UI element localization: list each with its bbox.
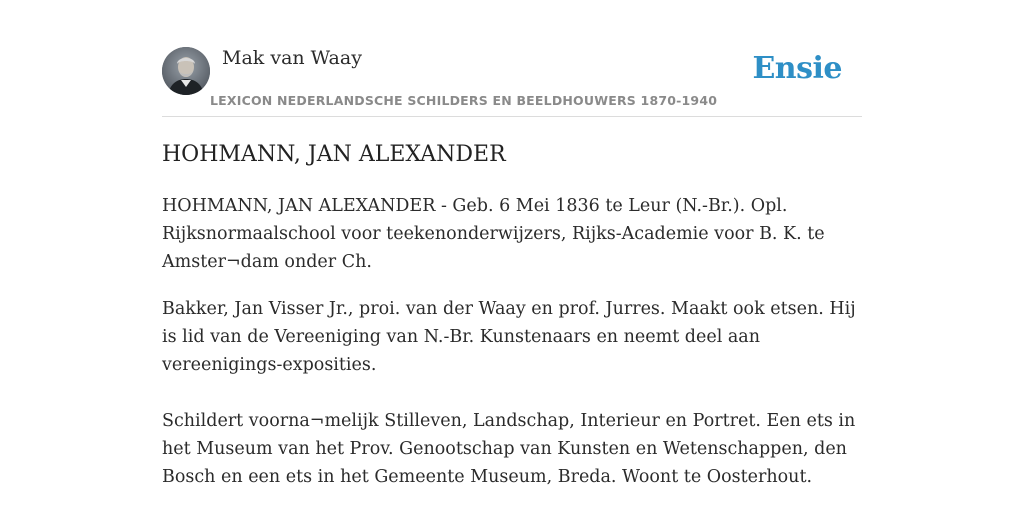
- header: [162, 0, 862, 117]
- author-avatar[interactable]: [162, 47, 210, 95]
- paragraph-3: Schildert voorna¬melijk Stilleven, Landschap, Interieur en Portret. Een ets in het Museum van het Prov. Genootschap van Kunsten en Wetenschappen, den Bosch en een ets in het Gemeente Museum, Breda. Woont te Oosterhout.: [162, 411, 856, 487]
- portrait-photo-icon: [162, 47, 210, 95]
- author-name[interactable]: Mak van Waay: [222, 47, 362, 69]
- source-lexicon[interactable]: LEXICON NEDERLANDSCHE SCHILDERS EN BEELDHOUWERS 1870-1940: [210, 93, 718, 108]
- brand-logo[interactable]: Ensie: [752, 51, 842, 86]
- paragraph-1: HOHMANN, JAN ALEXANDER - Geb. 6 Mei 1836 te Leur (N.-Br.). Opl. Rijksnormaalschool voor teekenonderwijzers, Rijks-Academie voor B. K. te Amster¬dam onder Ch.: [162, 196, 825, 272]
- article-card: [162, 0, 862, 512]
- paragraph-2: Bakker, Jan Visser Jr., proi. van der Waay en prof. Jurres. Maakt ook etsen. Hij is lid van de Vereeniging van N.-Br. Kunstenaars en neemt deel aan vereenigings-exposities.: [162, 299, 856, 375]
- page-title: HOHMANN, JAN ALEXANDER: [162, 142, 506, 167]
